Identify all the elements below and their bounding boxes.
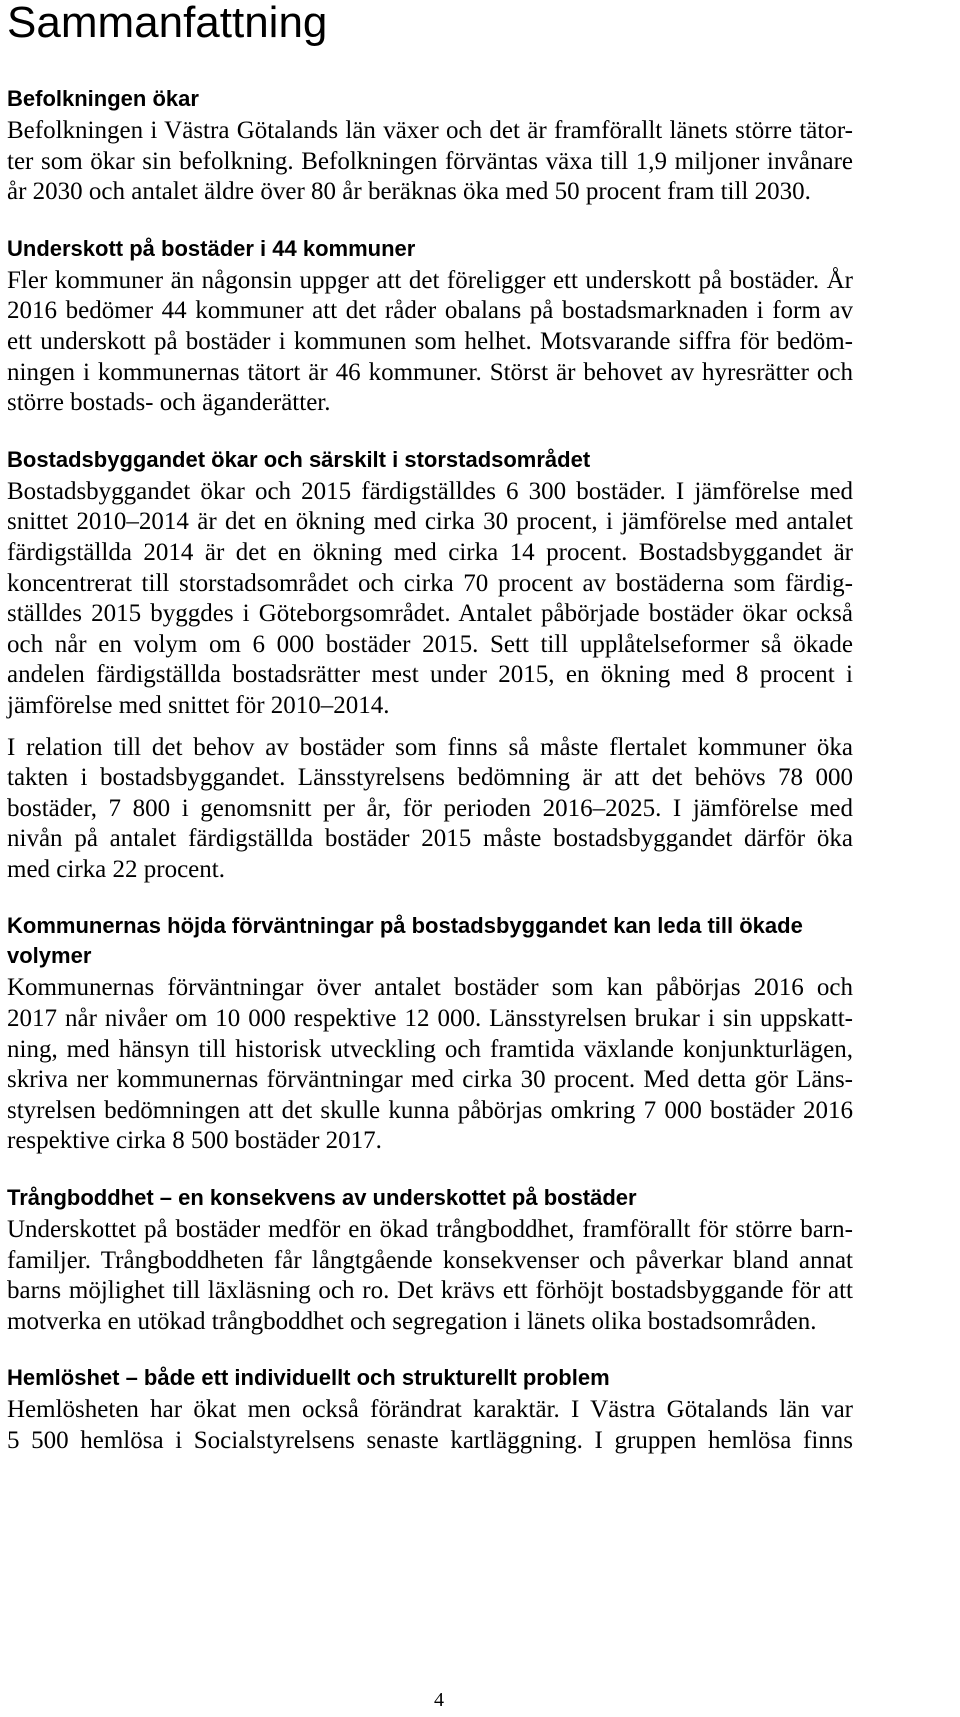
text-line: takten i bostadsbyggandet. Länsstyrelsens bedömning är att det behövs 78 000 (7, 764, 853, 792)
text-line: familjer. Trångboddheten får långtgående konsekvenser och påverkar bland annat (7, 1246, 853, 1274)
paragraph (7, 477, 853, 722)
text-line: Bostadsbyggandet ökar och 2015 färdigställdes 6 300 bostäder. I jämförelse med (7, 477, 853, 505)
text-line: respektive cirka 8 500 bostäder 2017. (7, 1127, 382, 1155)
text-line: Kommunernas förväntningar över antalet bostäder som kan påbörjas 2016 och (7, 974, 853, 1002)
text-line: koncentrerat till storstadsområdet och cirka 70 procent av bostäderna som färdig- (7, 569, 853, 597)
text-line: andelen färdigställda bostadsrätter mest under 2015, en ökning med 8 procent i (7, 661, 853, 689)
paragraph (7, 733, 853, 886)
text-line: Underskottet på bostäder medför en ökad trångboddhet, framförallt för större barn- (7, 1216, 853, 1244)
text-line: Befolkningen i Västra Götalands län växer och det är framförallt länets större tätor- (7, 117, 853, 144)
page-number: 4 (434, 1689, 444, 1711)
section-heading (7, 234, 853, 264)
section-heading-line: Trångboddhet – en konsekvens av underskottet på bostäder (7, 1185, 637, 1211)
text-line: 5 500 hemlösa i Socialstyrelsens senaste kartläggning. I gruppen hemlösa finns (7, 1427, 853, 1454)
paragraph (7, 1395, 853, 1456)
text-line: färdigställda 2014 är det en ökning med cirka 14 procent. Bostadsbyggandet är (7, 538, 853, 566)
text-line: år 2030 och antalet äldre över 80 år beräknas öka med 50 procent fram till 2030. (7, 178, 811, 206)
paragraph (7, 1215, 853, 1337)
section-heading-line: volymer (7, 943, 92, 969)
text-line: och når en volym om 6 000 bostäder 2015. Sett till upplåtelseformer så ökade (7, 630, 853, 658)
text-line: med cirka 22 procent. (7, 855, 225, 883)
text-line: barns möjlighet till läxläsning och ro. Det krävs ett förhöjt bostadsbyggande för att (7, 1277, 853, 1305)
text-line: snittet 2010–2014 är det en ökning med cirka 30 procent, i jämförelse med antalet (7, 508, 853, 536)
section-heading-line: Underskott på bostäder i 44 kommuner (7, 235, 416, 261)
text-line: ning, med hänsyn till historisk utveckling och framtida växlande konjunkturlägen, (7, 1035, 853, 1063)
section-befolkningen (7, 84, 853, 208)
text-line: ningen i kommunernas tätort är 46 kommuner. Störst är behovet av hyresrätter och (7, 358, 853, 386)
text-line: skriva ner kommunernas förväntningar med cirka 30 procent. Med detta gör Läns- (7, 1066, 853, 1094)
text-line: styrelsen bedömningen att det skulle kunna påbörjas omkring 7 000 bostäder 2016 (7, 1096, 853, 1124)
paragraph (7, 116, 853, 208)
section-trangboddhet (7, 1183, 853, 1337)
text-line: nivån på antalet färdigställda bostäder 2015 måste bostadsbyggandet därför öka (7, 825, 853, 853)
paragraph (7, 266, 853, 419)
text-line: ställdes 2015 byggdes i Göteborgsområdet. Antalet påbörjade bostäder ökar också (7, 600, 853, 628)
section-heading (7, 911, 853, 971)
paragraph (7, 973, 853, 1157)
section-heading-line: Kommunernas höjda förväntningar på bostadsbyggandet kan leda till ökade (7, 913, 803, 939)
section-heading (7, 1183, 853, 1213)
text-line: jämförelse med snittet för 2010–2014. (7, 691, 390, 719)
text-line: 2016 bedömer 44 kommuner att det råder obalans på bostadsmarknaden i form av (7, 297, 853, 325)
section-forvantningar (7, 911, 853, 1157)
section-heading (7, 445, 853, 475)
page-title: Sammanfattning (7, 0, 328, 47)
section-heading-line: Hemlöshet – både ett individuellt och strukturellt problem (7, 1365, 610, 1391)
section-heading (7, 1363, 853, 1393)
document-page (7, 0, 853, 1457)
text-line: 2017 når nivåer om 10 000 respektive 12 000. Länsstyrelsen brukar i sin uppskatt- (7, 1005, 853, 1033)
section-heading-line: Bostadsbyggandet ökar och särskilt i storstadsområdet (7, 446, 591, 472)
text-line: Hemlösheten har ökat men också förändrat karaktär. I Västra Götalands län var (7, 1396, 853, 1424)
text-line: motverka en utökad trångboddhet och segregation i länets olika bostadsområden. (7, 1307, 817, 1335)
section-hemloshet (7, 1363, 853, 1456)
text-line: bostäder, 7 800 i genomsnitt per år, för perioden 2016–2025. I jämförelse med (7, 794, 853, 822)
text-line: ett underskott på bostäder i kommunen som helhet. Motsvarande siffra för bedöm- (7, 327, 853, 355)
section-heading (7, 84, 853, 114)
section-underskott (7, 234, 853, 419)
section-bostadsbyggandet (7, 445, 853, 886)
text-line: större bostads- och äganderätter. (7, 389, 331, 417)
text-line: I relation till det behov av bostäder som finns så måste flertalet kommuner öka (7, 733, 853, 761)
text-line: Fler kommuner än någonsin uppger att det föreligger ett underskott på bostäder. År (7, 266, 853, 294)
text-line: ter som ökar sin befolkning. Befolkningen förväntas växa till 1,9 miljoner invånare (7, 147, 853, 175)
section-heading-line: Befolkningen ökar (7, 86, 199, 111)
